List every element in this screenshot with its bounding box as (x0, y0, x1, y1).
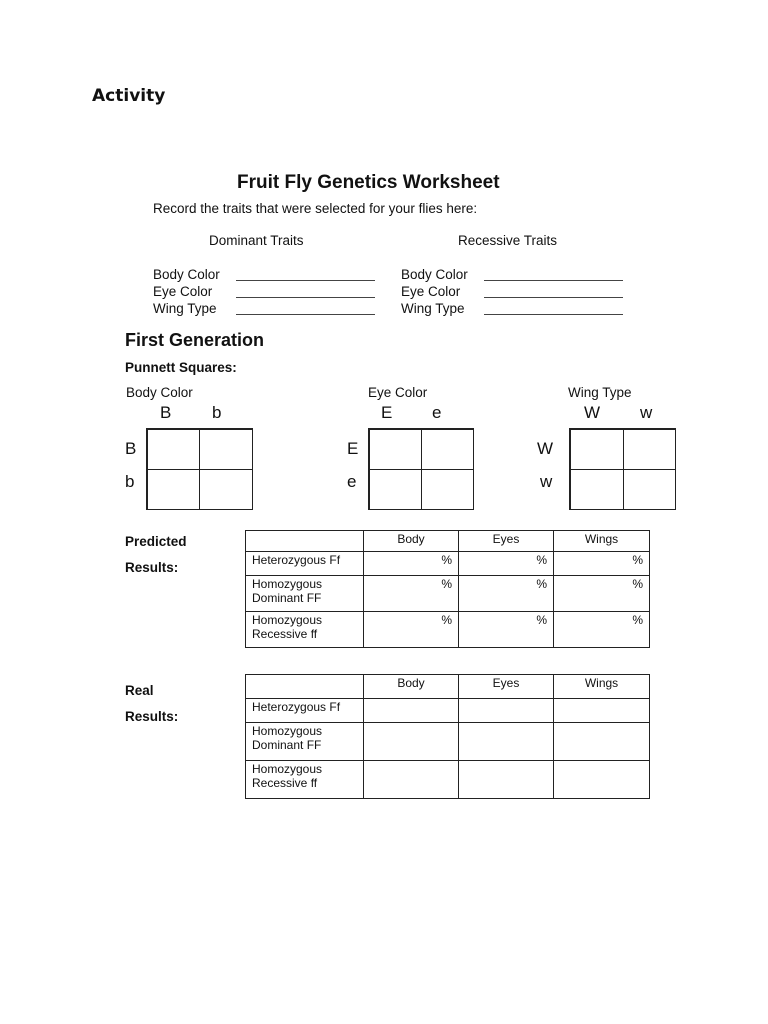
recessive-eye-color-blank[interactable] (484, 297, 623, 298)
table-row (246, 699, 650, 723)
table-cell[interactable] (554, 761, 650, 799)
recessive-wing-type-label: Wing Type (401, 301, 465, 316)
row-label: Heterozygous Ff (246, 552, 364, 576)
table-header-blank (246, 531, 364, 552)
table-cell[interactable]: % (554, 552, 650, 576)
recessive-body-color-label: Body Color (401, 267, 468, 282)
real-results-table (245, 674, 650, 799)
punnett-body-top-allele-1: B (160, 403, 172, 422)
table-cell[interactable] (554, 699, 650, 723)
punnett-cell[interactable] (421, 469, 474, 510)
dominant-body-color-blank[interactable] (236, 280, 375, 281)
row-label: Heterozygous Ff (246, 699, 364, 723)
punnett-eye-color-label: Eye Color (368, 385, 428, 400)
punnett-wing-side-allele-1: W (537, 439, 554, 458)
table-row (246, 576, 650, 612)
recessive-traits-list (401, 266, 468, 317)
predicted-label-line2: Results: (125, 560, 179, 575)
recessive-wing-type-blank[interactable] (484, 314, 623, 315)
punnett-eye-side-allele-1: E (347, 439, 359, 458)
table-cell[interactable]: % (364, 612, 459, 648)
table-cell[interactable] (364, 723, 459, 761)
dominant-traits-heading: Dominant Traits (209, 233, 304, 248)
punnett-eye-side-allele-2: e (347, 472, 357, 491)
punnett-cell[interactable] (570, 469, 624, 510)
table-row (246, 552, 650, 576)
punnett-eye-top-allele-1: E (381, 403, 393, 422)
punnett-body-color-grid (146, 428, 253, 510)
column-header-body: Body (364, 675, 459, 699)
row-label: Homozygous Dominant FF (246, 576, 364, 612)
table-cell[interactable] (554, 723, 650, 761)
punnett-wing-type-grid (569, 428, 676, 510)
punnett-wing-side-allele-2: w (540, 472, 553, 491)
punnett-cell[interactable] (147, 469, 200, 510)
punnett-body-top-allele-2: b (212, 403, 222, 422)
punnett-cell[interactable] (199, 469, 253, 510)
punnett-body-side-allele-2: b (125, 472, 135, 491)
punnett-eye-color-grid (368, 428, 474, 510)
punnett-cell[interactable] (570, 429, 624, 470)
dominant-wing-type-label: Wing Type (153, 301, 217, 316)
table-cell[interactable]: % (554, 612, 650, 648)
column-header-eyes: Eyes (459, 531, 554, 552)
dominant-body-color-label: Body Color (153, 267, 220, 282)
recessive-traits-heading: Recessive Traits (458, 233, 558, 248)
punnett-wing-top-allele-1: W (584, 403, 601, 422)
dominant-eye-color-blank[interactable] (236, 297, 375, 298)
punnett-cell[interactable] (147, 429, 200, 470)
punnett-wing-type-label: Wing Type (568, 385, 632, 400)
row-label: Homozygous Recessive ff (246, 761, 364, 799)
predicted-results-table (245, 530, 650, 648)
table-cell[interactable] (459, 723, 554, 761)
punnett-squares-heading: Punnett Squares: (125, 360, 237, 375)
punnett-eye-top-allele-2: e (432, 403, 442, 422)
table-cell[interactable]: % (364, 552, 459, 576)
punnett-wing-top-allele-2: w (640, 403, 653, 422)
column-header-body: Body (364, 531, 459, 552)
row-label: Homozygous Dominant FF (246, 723, 364, 761)
punnett-cell[interactable] (623, 429, 676, 470)
punnett-cell[interactable] (369, 429, 422, 470)
first-generation-heading: First Generation (125, 330, 265, 350)
predicted-label-line1: Predicted (125, 534, 187, 549)
column-header-eyes: Eyes (459, 675, 554, 699)
table-cell[interactable] (459, 761, 554, 799)
table-cell[interactable]: % (364, 576, 459, 612)
row-label: Homozygous Recessive ff (246, 612, 364, 648)
column-header-wings: Wings (554, 531, 650, 552)
table-cell[interactable]: % (554, 576, 650, 612)
table-row (246, 723, 650, 761)
table-cell[interactable] (364, 699, 459, 723)
punnett-cell[interactable] (369, 469, 422, 510)
dominant-wing-type-blank[interactable] (236, 314, 375, 315)
punnett-cell[interactable] (623, 469, 676, 510)
table-row (246, 761, 650, 799)
table-row (246, 612, 650, 648)
real-label-line2: Results: (125, 709, 179, 724)
column-header-wings: Wings (554, 675, 650, 699)
recessive-eye-color-label: Eye Color (401, 284, 461, 299)
recessive-body-color-blank[interactable] (484, 280, 623, 281)
table-cell[interactable] (459, 699, 554, 723)
page-heading: Activity (92, 86, 166, 106)
punnett-cell[interactable] (421, 429, 474, 470)
punnett-body-color-label: Body Color (126, 385, 193, 400)
punnett-cell[interactable] (199, 429, 253, 470)
dominant-eye-color-label: Eye Color (153, 284, 213, 299)
worksheet-instruction: Record the traits that were selected for your flies here: (153, 201, 478, 216)
dominant-traits-list (153, 266, 220, 317)
table-cell[interactable] (364, 761, 459, 799)
punnett-body-side-allele-1: B (125, 439, 137, 458)
table-cell[interactable]: % (459, 552, 554, 576)
table-cell[interactable]: % (459, 576, 554, 612)
table-header-blank (246, 675, 364, 699)
table-cell[interactable]: % (459, 612, 554, 648)
worksheet-title: Fruit Fly Genetics Worksheet (237, 172, 500, 193)
real-label-line1: Real (125, 683, 154, 698)
